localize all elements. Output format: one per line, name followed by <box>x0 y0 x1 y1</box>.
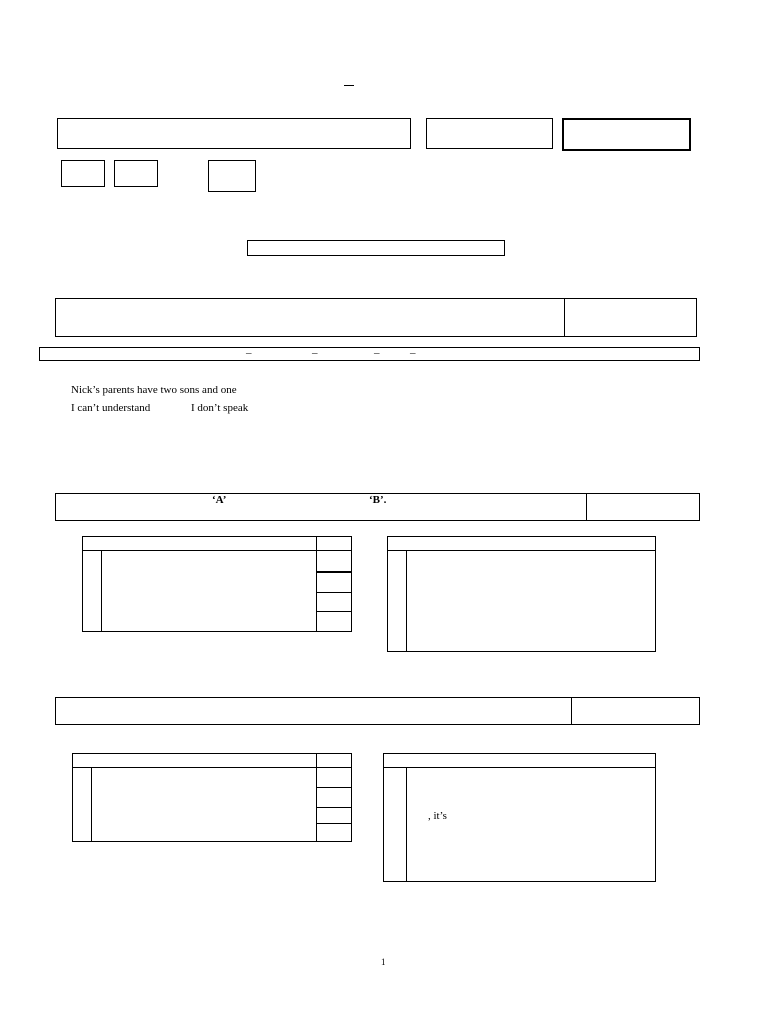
header-score-field[interactable] <box>562 118 691 151</box>
matching-table-a <box>82 536 352 632</box>
matching-table-d <box>383 753 656 882</box>
sentence-2b: I don’t speak <box>191 402 249 414</box>
section-d-instruction-box <box>55 697 700 725</box>
section-c-instruction-box <box>55 493 700 521</box>
word-bank-strip <box>39 347 700 361</box>
sentence-1: Nick’s parents have two sons and one <box>71 384 237 396</box>
small-box-2[interactable] <box>114 160 158 187</box>
matching-table-b <box>387 536 656 652</box>
small-box-1[interactable] <box>61 160 105 187</box>
sentence-2a: I can’t understand <box>71 402 151 414</box>
word-bank-dash-1: – <box>246 347 252 359</box>
section-title-bar <box>247 240 505 256</box>
small-box-3[interactable] <box>208 160 256 192</box>
word-bank-dash-4: – <box>410 347 416 359</box>
matching-table-c <box>72 753 352 842</box>
word-bank-dash-3: – <box>374 347 380 359</box>
header-class-field[interactable] <box>426 118 553 149</box>
page-number: 1 <box>381 957 386 967</box>
column-a-label: ‘A’ <box>212 494 227 506</box>
word-bank-dash-2: – <box>312 347 318 359</box>
column-b-label: ‘B’. <box>369 494 387 506</box>
header-name-field[interactable] <box>57 118 411 149</box>
table-d-fragment: , it’s <box>428 810 447 822</box>
title-dash <box>344 85 354 86</box>
section-a-instruction-box <box>55 298 697 337</box>
